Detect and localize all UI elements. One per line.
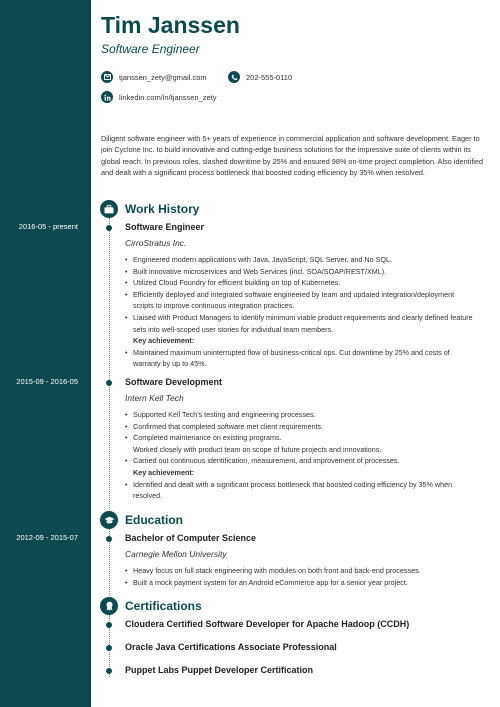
graduation-cap-icon (100, 511, 118, 529)
list-item: • Built innovative microservices and Web Services (incl. SOA/SOAP/REST/XML). (125, 266, 475, 278)
job-2-duties (125, 409, 475, 502)
job-2-dates: 2015-09 - 2016-05 (16, 377, 78, 386)
candidate-role: Software Engineer (101, 42, 200, 56)
briefcase-icon (100, 200, 118, 218)
profile-summary: Diligent software engineer with 5+ years of experience in commercial application and software development. Eager to join Cyclone Inc. to build innovative and cutting-edge business solutions for the impressive suite of clients within its global reach. In previous roles, slashed downtime by 25% and ensured 98% on-time project completion. Also identified and dealt with a significant process bottleneck that boosted coding efficiency by 35% when resolved. (101, 134, 484, 178)
list-item: • Carried out continuous identification, measurement, and improvement of processes. (125, 455, 475, 467)
linkedin-text: linkedin.com/in/tjanssen_zety (119, 92, 217, 102)
job-1-company: CirroStratus Inc. (125, 238, 187, 248)
certification-item: Cloudera Certified Software Developer for Apache Hadoop (CCDH) (125, 619, 410, 629)
job-1-title: Software Engineer (125, 222, 205, 232)
sidebar (0, 0, 91, 707)
linkedin-icon (101, 91, 113, 103)
list-item: • Built a mock payment system for an Android eCommerce app for a senior year project. (125, 577, 475, 589)
job-1-dates: 2016-05 - present (18, 222, 78, 231)
list-item: • Supported Kell Tech's testing and engineering processes. (125, 409, 475, 421)
certification-marker (106, 645, 112, 651)
education-details (125, 565, 475, 588)
certification-item: Puppet Labs Puppet Developer Certification (125, 665, 314, 675)
email-contact[interactable] (101, 71, 207, 83)
list-item: • Efficiently deployed and integrated software engineered by team and updated integration/deployment scripts to improve continuous integration practices. (125, 289, 475, 312)
job-2-company: Intern Kell Tech (125, 393, 184, 403)
education-heading: Education (125, 513, 184, 527)
education-dates: 2012-09 - 2015-07 (16, 533, 78, 542)
job-2-marker (106, 380, 112, 386)
job-2-title: Software Development (125, 377, 223, 387)
job-1-duties (125, 254, 475, 370)
education-marker (106, 536, 112, 542)
list-item: • Engineered modern applications with Java, JavaScript, SQL Server, and No SQL. (125, 254, 475, 266)
key-achievement-label: Key achievement: (133, 336, 195, 346)
linkedin-contact[interactable] (101, 91, 217, 103)
degree-title: Bachelor of Computer Science (125, 533, 257, 543)
list-item: • Confirmed that completed software met client requirements. (125, 421, 475, 433)
candidate-name: Tim Janssen (101, 12, 240, 38)
email-text: tjanssen_zety@gmail.com (119, 72, 207, 82)
phone-contact[interactable] (228, 71, 292, 83)
list-item: • Utilized Cloud Foundry for efficient building on top of Kubernetes. (125, 277, 475, 289)
list-item: • Heavy focus on full stack engineering with modules on both front and back-end processes. (125, 565, 475, 577)
list-item-continuation: Worked closely with product team on scope of future projects and innovations. (133, 444, 382, 454)
certificate-icon (100, 597, 118, 615)
job-1-marker (106, 225, 112, 231)
key-achievement: • Maintained maximum uninterrupted flow of business-critical ops. Cut downtime by 25% and costs of warranty by up to 45%. (125, 347, 475, 370)
work-timeline (109, 218, 110, 512)
key-achievement-label: Key achievement: (133, 467, 195, 477)
certifications-heading: Certifications (125, 599, 202, 613)
list-item: • Completed maintenance on existing programs. (125, 432, 475, 444)
phone-text: 202-555-0110 (246, 72, 293, 82)
certification-marker (106, 622, 112, 628)
certification-item: Oracle Java Certifications Associate Professional (125, 642, 337, 652)
key-achievement: • Identified and dealt with a significant process bottleneck that boosted coding efficiency by 35% when resolved. (125, 479, 475, 502)
certification-marker (106, 668, 112, 674)
list-item: • Liaised with Product Managers to identify minimum viable product requirements and clearly defined feature sets into well-scoped user stories for individual team members. (125, 312, 475, 335)
email-icon (101, 71, 113, 83)
school-name: Carnegie Mellon University (125, 549, 227, 559)
phone-icon (228, 71, 240, 83)
work-history-heading: Work History (125, 202, 200, 216)
